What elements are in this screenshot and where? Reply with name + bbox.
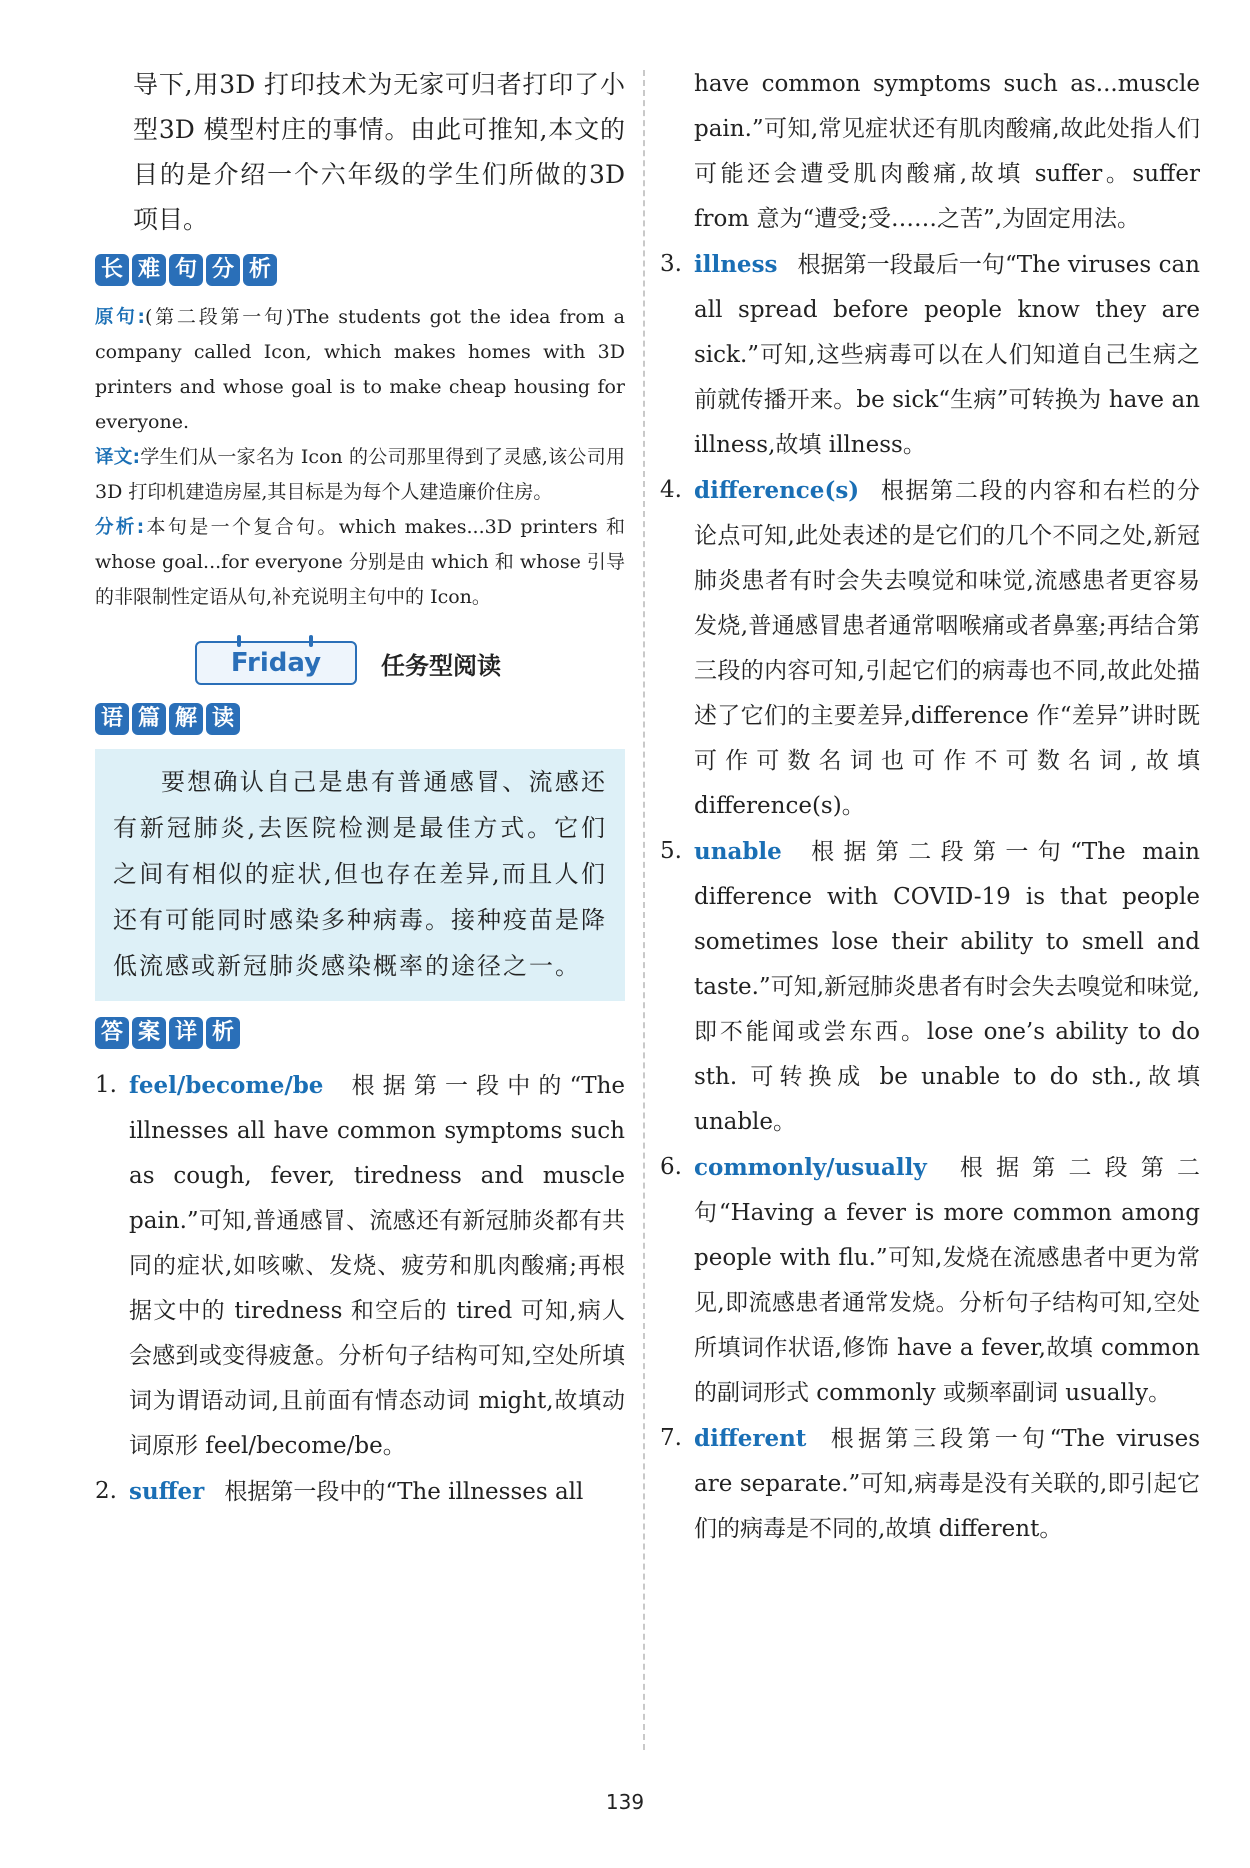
answer-word: commonly/usually — [694, 1154, 927, 1181]
answer-number: 7. — [660, 1425, 682, 1451]
answer-number — [660, 62, 694, 242]
right-column — [660, 62, 1200, 1552]
intro-paragraph: 导下,用3D 打印技术为无家可归者打印了小型3D 模型村庄的事情。由此可推知,本文的目的是介绍一个六年级的学生们所做的3D 项目。 — [133, 70, 625, 234]
heading-char: 析 — [206, 1017, 240, 1049]
answer-body — [694, 242, 1200, 468]
answer-item — [660, 468, 1200, 829]
answer-word: difference(s) — [694, 477, 860, 504]
answer-item — [660, 242, 1200, 468]
friday-title: 任务型阅读 — [381, 651, 501, 680]
heading-char: 案 — [132, 1017, 166, 1049]
original-text: (第二段第一句)The students got the idea from a company called Icon, which makes homes with 3D printers and whose goal is to make cheap housing for everyone. — [95, 306, 625, 433]
heading-char: 答 — [95, 1017, 129, 1049]
answer-item — [95, 1063, 625, 1469]
answer-explanation: 根据第二段的内容和右栏的分论点可知,此处表述的是它们的几个不同之处,新冠肺炎患者有时会失去嗅觉和味觉,流感患者更容易发烧,普通感冒患者通常咽喉痛或者鼻塞;再结合第三段的内容可知,引起它们的病毒也不同,故此处描述了它们的主要差异,difference 作“差异”讲时既可作可数名词也可作不可数名词,故填 difference(s)。 — [694, 478, 1200, 819]
friday-badge — [195, 641, 357, 685]
heading-char: 篇 — [132, 703, 166, 735]
heading-char: 析 — [243, 254, 277, 286]
answer-number: 4. — [660, 477, 682, 503]
answer-body — [694, 1145, 1200, 1416]
answer-number: 2. — [95, 1478, 117, 1504]
passage-heading — [95, 703, 625, 735]
answer-item — [95, 1469, 625, 1515]
original-sentence — [95, 300, 625, 440]
badge-pin-icon — [237, 635, 241, 647]
answer-number: 5. — [660, 838, 682, 864]
answer-item — [660, 1416, 1200, 1552]
heading-char: 读 — [206, 703, 240, 735]
answer-heading — [95, 1017, 625, 1049]
answer-explanation: 根据第一段中的“The illnesses all have common symptoms such as cough, fever, tiredness and muscle pain.”可知,普通感冒、流感还有新冠肺炎都有共同的症状,如咳嗽、发烧、疲劳和肌肉酸痛;再根据文中的 tiredness 和空后的 tired 可知,病人会感到或变得疲惫。分析句子结构可知,空处所填词为谓语动词,且前面有情态动词 might,故填动词原形 feel/become/be。 — [129, 1073, 625, 1459]
heading-char: 分 — [206, 254, 240, 286]
answer-body — [694, 829, 1200, 1145]
answer-explanation: 根据第二段第一句“The main difference with COVID-19 is that people sometimes lose their ability to smell and taste.”可知,新冠肺炎患者有时会失去嗅觉和味觉,即不能闻或尝东西。lose one’s ability to do sth. 可转换成 be unable to do sth.,故填 unable。 — [694, 839, 1200, 1135]
answer-explanation: have common symptoms such as...muscle pain.”可知,常见症状还有肌肉酸痛,故此处指人们可能还会遭受肌肉酸痛,故填 suffer。suffer from 意为“遭受;受……之苦”,为固定用法。 — [694, 71, 1200, 232]
answer-word: illness — [694, 251, 778, 278]
long-sentence-heading — [95, 254, 625, 286]
answer-item — [660, 62, 1200, 242]
translation-text: 学生们从一家名为 Icon 的公司那里得到了灵感,该公司用3D 打印机建造房屋,其目标是为每个人建造廉价住房。 — [95, 446, 625, 503]
answer-number: 6. — [660, 1154, 682, 1180]
answer-explanation: 根据第一段中的“The illnesses all — [224, 1479, 584, 1505]
analysis-text: 本句是一个复合句。which makes...3D printers 和 whose goal...for everyone 分别是由 which 和 whose 引导的非限制性定语从句,补充说明主句中的 Icon。 — [95, 516, 626, 608]
answer-explanation: 根据第一段最后一句“The viruses can all spread before people know they are sick.”可知,这些病毒可以在人们知道自己生病之前就传播开来。be sick“生病”可转换为 have an illness,故填 illness。 — [694, 252, 1200, 458]
left-column — [95, 62, 625, 1515]
heading-char: 详 — [169, 1017, 203, 1049]
answer-word: feel/become/be — [129, 1072, 324, 1099]
answer-item — [660, 829, 1200, 1145]
passage-summary: 要想确认自己是患有普通感冒、流感还有新冠肺炎,去医院检测是最佳方式。它们之间有相似的症状,但也存在差异,而且人们还有可能同时感染多种病毒。接种疫苗是降低流感或新冠肺炎感染概率的途径之一。 — [95, 749, 625, 1001]
answer-word: different — [694, 1425, 807, 1452]
translation-label: 译文: — [95, 447, 140, 468]
heading-char: 语 — [95, 703, 129, 735]
heading-char: 解 — [169, 703, 203, 735]
answer-number: 1. — [95, 1072, 117, 1098]
answer-body — [129, 1063, 625, 1469]
analysis-label: 分析: — [95, 517, 145, 538]
answer-word: suffer — [129, 1478, 205, 1505]
translation — [95, 440, 625, 510]
heading-char: 句 — [169, 254, 203, 286]
heading-char: 长 — [95, 254, 129, 286]
answer-body — [129, 1469, 625, 1515]
column-divider — [643, 70, 645, 1750]
answer-body — [694, 62, 1200, 242]
answer-number: 3. — [660, 251, 682, 277]
answer-word: unable — [694, 838, 782, 865]
answer-explanation: 根据第三段第一句“The viruses are separate.”可知,病毒是没有关联的,即引起它们的病毒是不同的,故填 different。 — [694, 1426, 1200, 1542]
badge-pin-icon — [309, 635, 313, 647]
answer-item — [660, 1145, 1200, 1416]
original-label: 原句: — [95, 307, 145, 328]
answer-body — [694, 1416, 1200, 1552]
heading-char: 难 — [132, 254, 166, 286]
friday-section-header — [195, 641, 625, 685]
answer-body — [694, 468, 1200, 829]
page-number: 139 — [605, 1790, 645, 1814]
analysis — [95, 510, 625, 615]
answer-explanation: 根据第二段第二句“Having a fever is more common among people with flu.”可知,发烧在流感患者中更为常见,即流感患者通常发烧。分析句子结构可知,空处所填词作状语,修饰 have a fever,故填 common 的副词形式 commonly 或频率副词 usually。 — [694, 1155, 1200, 1406]
friday-label: Friday — [230, 648, 322, 678]
